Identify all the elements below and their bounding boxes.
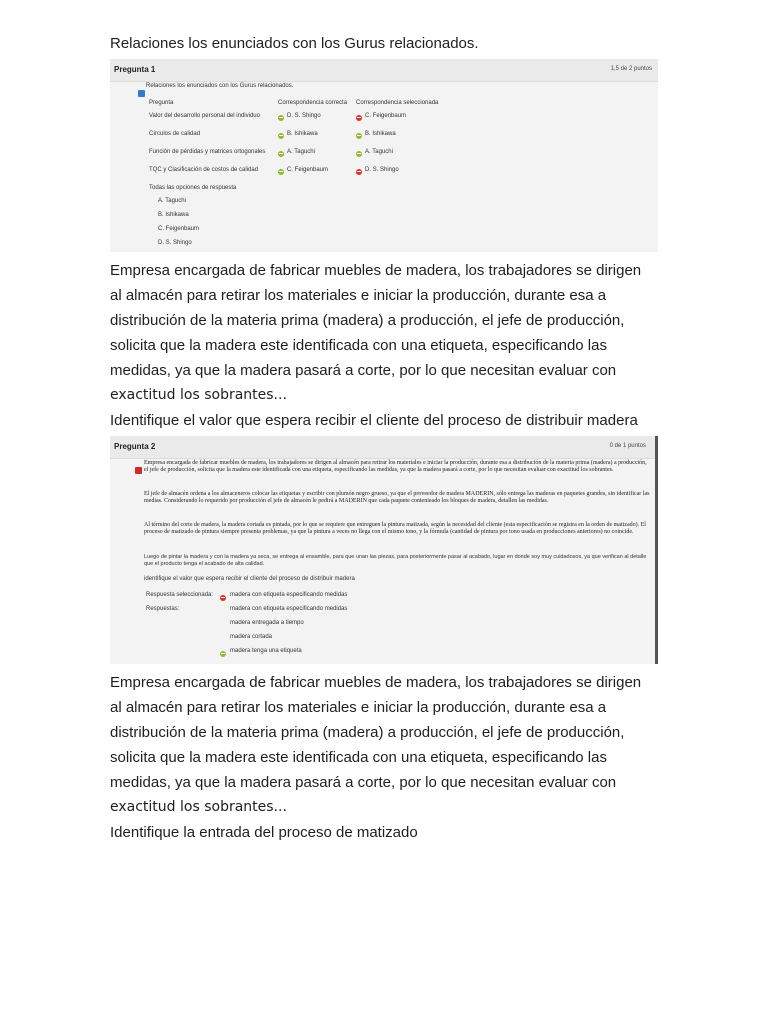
row-correct: B. Ishikawa xyxy=(287,131,318,137)
row-correct: D. S. Shingo xyxy=(287,113,321,119)
scenario-line: solicita que la madera este identificada con una etiqueta, especificando las xyxy=(110,749,607,766)
question-2-number: Pregunta 2 xyxy=(114,442,156,451)
scenario-line: al almacén para retirar los materiales e iniciar la producción, durante esa a xyxy=(110,699,607,716)
scenario-tail: exactitud los sobrantes... xyxy=(110,387,287,403)
row-question: Círculos de calidad xyxy=(149,131,201,137)
question-2-question: identifique el valor que espera recibir el cliente del proceso de distribuir madera xyxy=(144,576,355,582)
options-label: Todas las opciones de respuesta xyxy=(149,185,237,191)
scrollbar[interactable] xyxy=(655,436,658,664)
scenario-line: Empresa encargada de fabricar muebles de madera, los trabajadores se dirigen xyxy=(110,674,642,691)
row-selected: B. Ishikawa xyxy=(365,131,396,137)
incorrect-flag-icon xyxy=(135,467,142,474)
answer-option: D. S. Shingo xyxy=(158,240,192,246)
row-question: Valor del desarrollo personal del individuo xyxy=(149,113,260,119)
answer-choice: madera entregada a tiempo xyxy=(230,620,304,626)
question-2-paragraph: Empresa encargada de fabricar muebles de madera, los trabajadores se dirigen al almacén para retirar los materiales e iniciar la producción, durante esa a distribución de la materia prima (madera) a producción, el jefe de producción, solicita que la madera este identificada con una etiqueta, especificando las medidas, ya que la madera pasará a corte, por lo que necesitan evaluar con exactitud los sobrantes. xyxy=(144,460,647,473)
cross-icon xyxy=(356,169,362,175)
check-icon xyxy=(356,133,362,139)
selected-answer-label: Respuesta seleccionada: xyxy=(146,592,214,598)
question-2-screenshot xyxy=(110,436,658,664)
scenario-line: al almacén para retirar los materiales e iniciar la producción, durante esa a xyxy=(110,287,607,304)
cross-icon xyxy=(356,115,362,121)
answer-choice: madera cortada xyxy=(230,634,273,640)
question-1-score: 1,5 de 2 puntos xyxy=(610,66,652,72)
question-2-paragraph: Al término del corte de madera, la madera cortada es pintada, por lo que se requiere que entreguen la pintura matizada, según la necesidad del cliente (esta especificación se registra en la orden de matizado). El proceso de matizado de pintura siempre presenta problemas, ya que la pintura a veces no llega con el mismo tono, y la fórmula (cantidad de pintura por tono usada en producciones anteriores) no coincide. xyxy=(144,522,646,535)
scenario-line: distribución de la materia prima (madera) a producción, el jefe de producción, xyxy=(110,312,625,329)
answer-choice: madera tenga una etiqueta xyxy=(230,648,302,654)
column-header: Correspondencia correcta xyxy=(278,100,348,106)
scenario-tail: exactitud los sobrantes... xyxy=(110,799,287,815)
check-icon xyxy=(220,651,226,657)
answer-option: C. Feigenbaum xyxy=(158,226,200,232)
check-icon xyxy=(278,169,284,175)
row-correct: A. Taguchi xyxy=(287,149,315,155)
row-selected: A. Taguchi xyxy=(365,149,393,155)
question-2-score: 0 de 1 puntos xyxy=(609,443,646,449)
check-icon xyxy=(278,151,284,157)
row-correct: C. Feigenbaum xyxy=(287,167,329,173)
selected-answer: madera con etiqueta especificando medidas xyxy=(230,592,348,598)
question-flag-icon xyxy=(138,90,145,97)
question-2-paragraph: Luego de pintar la madera y con la madera ya seca, se entrega al ensamble, para que unan las piezas, para posteriormente pasar al acabado, lugar en donde soy muy cuidadosos, ya que verifican al detalle que el producto tenga el acabado de alta calidad. xyxy=(144,554,647,567)
scenario-question: Identifique el valor que espera recibir el cliente del proceso de distribuir madera xyxy=(110,412,638,429)
answers-label: Respuestas: xyxy=(146,606,180,612)
question-1-number: Pregunta 1 xyxy=(114,65,156,74)
scenario-line: Empresa encargada de fabricar muebles de madera, los trabajadores se dirigen xyxy=(110,262,642,279)
question-2-paragraph: El jefe de almacén ordena a los almaceneros colocar las etiquetas y escribir con plumón negro grueso, ya que el proveedor de madera MADERIN, sólo entrega las maderas en paquetes grandes, sin identificar las medias. Considerando lo requerido por producción el jefe de almacén le pedirá a MADERIN que cada paquete contenieado los bloques de madera, detallen las medidas. xyxy=(144,491,650,504)
cross-icon xyxy=(220,595,226,601)
answer-choice: madera con etiqueta especificando medidas xyxy=(230,606,348,612)
row-selected: C. Feigenbaum xyxy=(365,113,407,119)
scenario-line: solicita que la madera este identificada con una etiqueta, especificando las xyxy=(110,337,607,354)
answer-option: A. Taguchi xyxy=(158,198,186,204)
row-question: TQC y Clasificación de costos de calidad xyxy=(149,167,259,173)
scenario-question: Identifique la entrada del proceso de matizado xyxy=(110,824,418,841)
scenario-line: distribución de la materia prima (madera) a producción, el jefe de producción, xyxy=(110,724,625,741)
scenario-line: medidas, ya que la madera pasará a corte, por lo que necesitan evaluar con xyxy=(110,774,617,791)
check-icon xyxy=(356,151,362,157)
row-question: Función de pérdidas y matrices ortogonales xyxy=(149,149,266,155)
question-1-prompt: Relaciones los enunciados con los Gurus relacionados. xyxy=(146,83,294,89)
answer-option: B. Ishikawa xyxy=(158,212,189,218)
scenario-line: medidas, ya que la madera pasará a corte, por lo que necesitan evaluar con xyxy=(110,362,617,379)
column-header: Correspondencia seleccionada xyxy=(356,100,439,106)
intro-text: Relaciones los enunciados con los Gurus relacionados. xyxy=(110,35,479,52)
row-selected: D. S. Shingo xyxy=(365,167,399,173)
scenario-text-1 xyxy=(110,258,670,433)
question-1-screenshot xyxy=(110,59,658,252)
column-header: Pregunta xyxy=(149,100,174,106)
check-icon xyxy=(278,115,284,121)
check-icon xyxy=(278,133,284,139)
scenario-text-2 xyxy=(110,670,670,845)
